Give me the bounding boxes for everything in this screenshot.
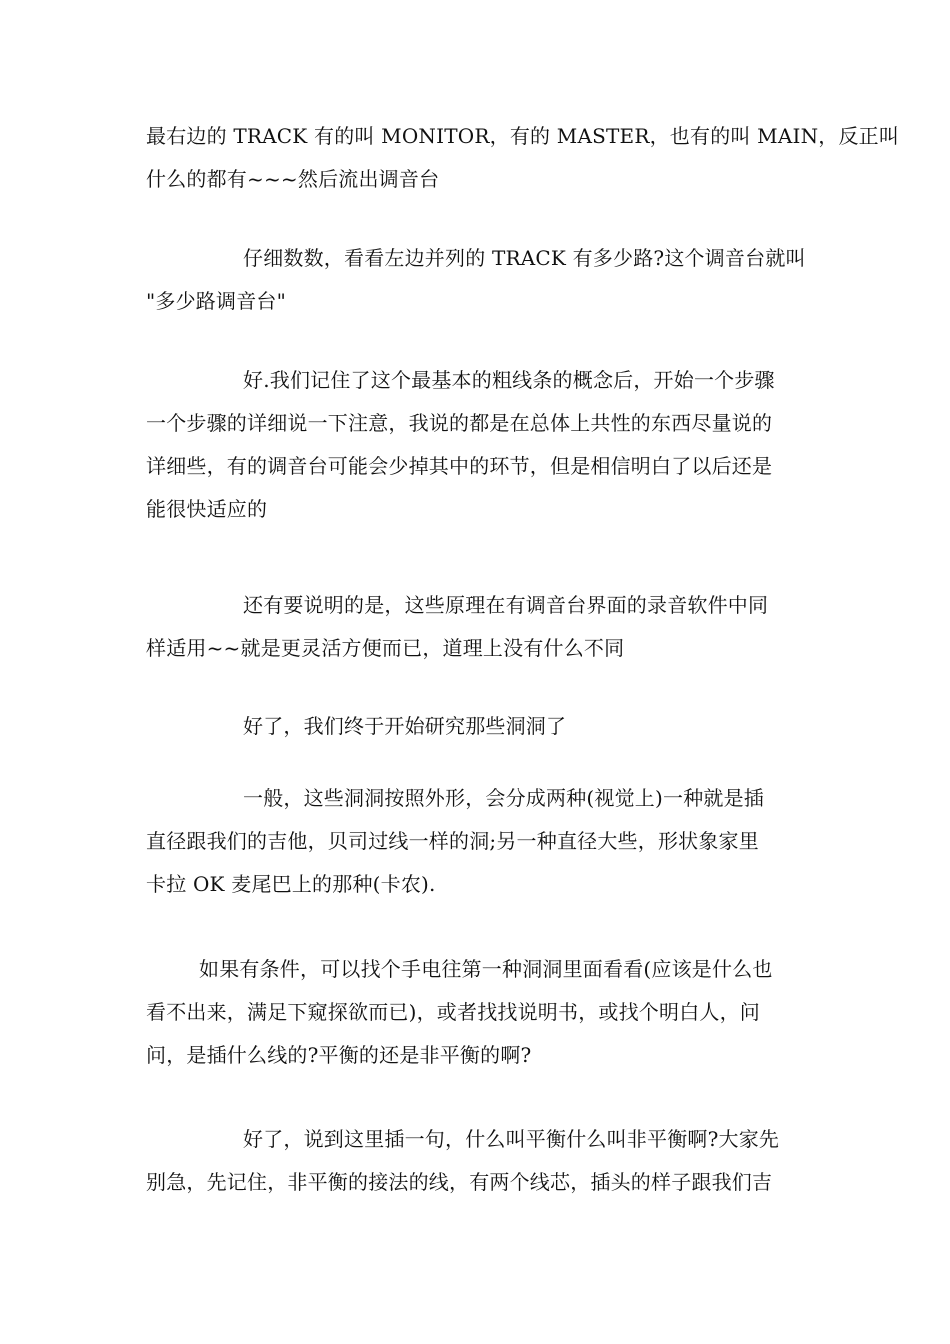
text-line: 别急，先记住，非平衡的接法的线，有两个线芯，插头的样子跟我们吉 (146, 1170, 773, 1194)
paragraph-study-holes (146, 705, 811, 748)
text-line: 好.我们记住了这个最基本的粗线条的概念后，开始一个步骤 (243, 368, 775, 392)
paragraph-software-mixers (146, 584, 811, 670)
paragraph-count-tracks (146, 237, 811, 323)
text-line: 直径跟我们的吉他，贝司过线一样的洞;另一种直径大些，形状象家里 (146, 829, 759, 853)
paragraph-balanced (146, 1118, 811, 1204)
paragraph-flashlight (146, 948, 811, 1077)
text-line: 还有要说明的是，这些原理在有调音台界面的录音软件中同 (243, 593, 769, 617)
text-line: "多少路调音台" (146, 289, 286, 313)
text-line: 好了，说到这里插一句，什么叫平衡什么叫非平衡啊?大家先 (243, 1127, 780, 1151)
text-line: 一般，这些洞洞按照外形，会分成两种(视觉上)一种就是插 (243, 786, 765, 810)
text-line: 好了，我们终于开始研究那些洞洞了 (243, 714, 567, 738)
text-line: 最右边的 TRACK 有的叫 MONITOR，有的 MASTER，也有的叫 MAIN，反正叫 (146, 124, 900, 148)
text-line: 如果有条件，可以找个手电往第一种洞洞里面看看(应该是什么也 (199, 957, 773, 981)
text-line: 能很快适应的 (146, 497, 268, 521)
text-line: 卡拉 OK 麦尾巴上的那种(卡农). (146, 872, 436, 896)
text-line: 问，是插什么线的?平衡的还是非平衡的啊? (146, 1043, 532, 1067)
text-line: 看不出来，满足下窥探欲而已)，或者找找说明书，或找个明白人，问 (146, 1000, 761, 1024)
text-line: 一个步骤的详细说一下注意，我说的都是在总体上共性的东西尽量说的 (146, 411, 773, 435)
text-line: 什么的都有~~~然后流出调音台 (146, 167, 440, 191)
paragraph-hole-types (146, 777, 811, 906)
paragraph-track-monitor (146, 115, 900, 201)
text-line: 详细些，有的调音台可能会少掉其中的环节，但是相信明白了以后还是 (146, 454, 773, 478)
text-line: 样适用~~就是更灵活方便而已，道理上没有什么不同 (146, 636, 625, 660)
paragraph-step-by-step (146, 359, 811, 531)
text-line: 仔细数数，看看左边并列的 TRACK 有多少路?这个调音台就叫 (243, 246, 806, 270)
